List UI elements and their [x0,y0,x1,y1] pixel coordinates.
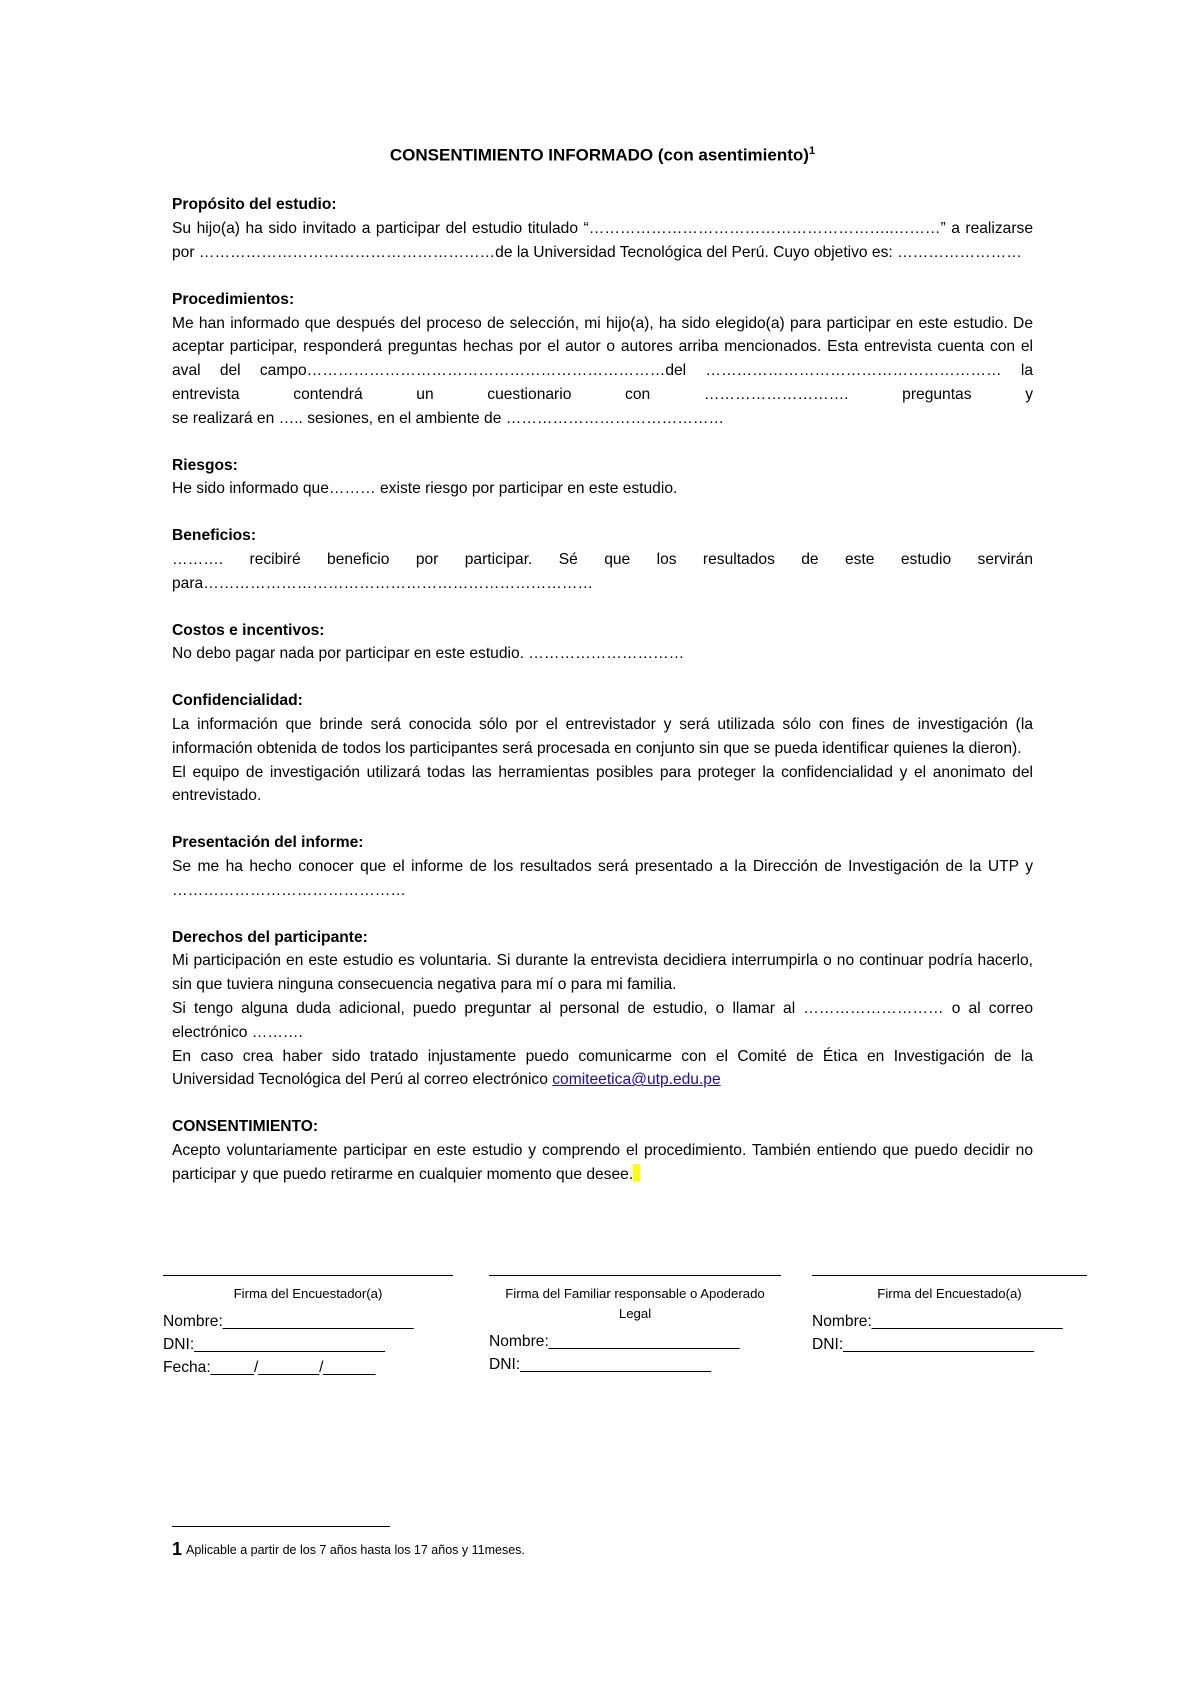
section-text: No debo pagar nada por participar en este estudio. ………………………… [172,645,685,663]
section-text: por …………………………………………………de la Universidad Tecnológica del Perú. Cuyo objetivo es: …………………… [172,244,1022,262]
document-body [172,140,1033,1210]
dni-field[interactable]: DNI:______________________ [812,1336,1034,1353]
section-heading: Propósito del estudio: [172,196,337,214]
footnote-ref: 1 [808,145,816,157]
section-text: En caso crea haber sido tratado injustamente puedo comunicarme con el Comité de Ética en Investigación de la Universidad Tecnológica del Perú al correo electrónico comiteetica@utp.edu.pe [172,1047,1033,1089]
section-heading: Derechos del participante: [172,928,368,946]
footnote-text: Aplicable a partir de los 7 años hasta los 17 años y 11meses. [186,1543,525,1557]
section-text: Acepto voluntariamente participar en este estudio y comprendo el procedimiento. También entiendo que puedo decidir no participar y que puedo retirarme en cualquier momento que desee. [172,1141,1033,1183]
dni-field[interactable]: DNI:______________________ [489,1356,711,1373]
section-text: para………………………………………………………………… [172,574,594,592]
nombre-field[interactable]: Nombre:______________________ [489,1333,740,1350]
footnote-separator [172,1526,390,1527]
signature-caption: Firma del Familiar responsable o Apoderado Legal [505,1286,765,1321]
section-text: La información que brinde será conocida sólo por el entrevistador y será utilizada sólo con fines de investigación (la información obtenida de todos los participantes será procesada en conjunto sin que se pueda identificar quienes la dieron). [172,716,1033,757]
signature-line[interactable] [812,1275,1087,1276]
footnote [172,1538,525,1561]
nombre-field[interactable]: Nombre:______________________ [163,1313,414,1330]
signature-block-familiar [489,1275,781,1376]
section-heading: Presentación del informe: [172,834,364,852]
signature-line[interactable] [163,1275,453,1276]
section-text: El equipo de investigación utilizará todas las herramientas posibles para proteger la confidencialidad y el anonimato del entrevistado. [172,763,1033,805]
section-heading: Riesgos: [172,456,238,474]
highlight-mark [633,1164,640,1182]
section-consentimiento [172,1115,1033,1186]
section-text: Me han informado que después del proceso de selección, mi hijo(a), ha sido elegido(a) para participar en este estudio. De aceptar participar, responderá preguntas hechas por el autor o autores arriba mencionados. Esta entrevista cuenta con el aval del campo……………………………………………………………del ………………………………………………… la entrevista contendrá un cuestionario con ………………………. preguntas y [172,314,1033,404]
footnote-number: 1 [172,1539,183,1559]
section-text: se realizará en ….. sesiones, en el ambiente de …………………………………… [172,409,725,427]
signature-caption: Firma del Encuestado(a) [877,1286,1022,1301]
section-riesgos [172,454,1033,502]
section-heading: Procedimientos: [172,290,295,308]
section-confidencialidad [172,689,1033,808]
section-heading: Costos e incentivos: [172,621,325,639]
section-informe [172,831,1033,902]
dni-field[interactable]: DNI:______________________ [163,1336,385,1353]
signature-block-encuestador [163,1275,453,1379]
section-heading: Confidencialidad: [172,692,303,710]
nombre-field[interactable]: Nombre:______________________ [812,1313,1063,1330]
section-text: Se me ha hecho conocer que el informe de los resultados será presentado a la Dirección de Investigación de la UTP y ……………………………………… [172,857,1033,899]
section-heading: Beneficios: [172,527,257,545]
signature-line[interactable] [489,1275,781,1276]
section-text: Si tengo alguna duda adicional, puedo preguntar al personal de estudio, o llamar al ……………………… o al correo electrónico ………. [172,999,1033,1041]
section-text: Su hijo(a) ha sido invitado a participar del estudio titulado “…………………………………………………..………” a realizarse [172,220,1033,238]
section-text: He sido informado que……… existe riesgo por participar en este estudio. [172,480,678,498]
document-title: CONSENTIMIENTO INFORMADO (con asentimiento)$^1$ [389,145,816,165]
section-derechos [172,926,1033,1093]
section-costos [172,619,1033,667]
section-text: Mi participación en este estudio es voluntaria. Si durante la entrevista decidiera interrumpirla o no continuar podría hacerlo, sin que tuviera ninguna consecuencia negativa para mí o para mi familia. [172,952,1033,994]
signature-caption: Firma del Encuestador(a) [233,1286,383,1301]
section-text: ………. recibiré beneficio por participar. Sé que los resultados de este estudio servirán [172,551,1033,569]
section-beneficios [172,524,1033,595]
section-heading: CONSENTIMIENTO: [172,1118,319,1136]
section-proposito [172,193,1033,264]
section-procedimientos [172,288,1033,431]
signature-block-encuestado [812,1275,1087,1356]
ethics-email-link[interactable]: comiteetica@utp.edu.pe [552,1071,721,1089]
fecha-field[interactable]: Fecha:_____/_______/______ [163,1359,376,1376]
